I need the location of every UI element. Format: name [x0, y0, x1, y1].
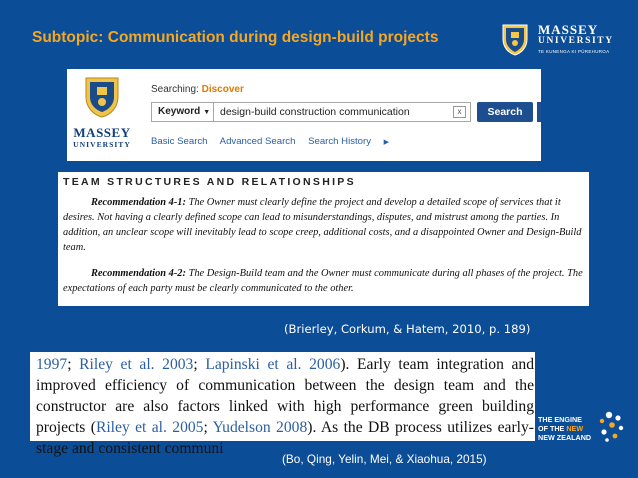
reference-link[interactable]: 1997	[36, 356, 68, 373]
search-massey-logo	[67, 75, 137, 155]
search-input[interactable]: design-build construction communication	[220, 106, 410, 118]
engine-logo	[538, 411, 633, 451]
citation-brierley: (Brierley, Corkum, & Hatem, 2010, p. 189)	[284, 322, 531, 336]
search-history-label: Search History	[308, 136, 371, 147]
paper-body-text: ). As the DB process utilizes early-stage and consistent communi	[36, 419, 534, 457]
paper-separator: ;	[67, 356, 80, 373]
recommendation-1	[63, 195, 584, 255]
recommendation-2	[63, 266, 584, 296]
search-button[interactable]: Search	[477, 102, 533, 122]
engine-line-2-accent: NEW	[566, 424, 584, 433]
crest-icon	[500, 22, 530, 56]
citation-bo: (Bo, Qing, Yelin, Mei, & Xiaohua, 2015)	[282, 452, 487, 466]
chevron-down-icon: ▼	[203, 109, 211, 116]
crest-icon	[83, 75, 121, 119]
search-logo-massey: MASSEY	[73, 125, 131, 140]
search-links	[151, 136, 409, 147]
library-search-screenshot	[67, 69, 541, 161]
search-history-link[interactable]	[308, 136, 399, 147]
searching-label	[151, 84, 244, 95]
dots-icon	[596, 411, 626, 443]
recommendation-label: Recommendation 4-2:	[91, 268, 186, 279]
database-name[interactable]: Discover	[201, 84, 244, 95]
engine-line-3: NEW ZEALAND	[538, 433, 592, 442]
massey-logo	[500, 20, 630, 60]
advanced-search-link[interactable]: Advanced Search	[219, 136, 296, 147]
paper-body-text: ). Early team integration and improved efficiency of communication between the design team and the constructor are also factors linked with high performance green building projects (	[36, 356, 535, 436]
paper-text	[36, 354, 534, 459]
reference-link[interactable]: Riley et al. 2003	[79, 356, 194, 373]
report-heading: TEAM STRUCTURES AND RELATIONSHIPS	[63, 176, 356, 188]
field-select[interactable]	[152, 103, 214, 121]
slide-title: Subtopic: Communication during design-build projects	[32, 29, 439, 46]
paper-separator: ;	[193, 356, 206, 373]
reference-link[interactable]: Yudelson 2008	[212, 419, 308, 436]
reference-link[interactable]: Riley et al. 2005	[95, 419, 204, 436]
paper-excerpt	[30, 352, 535, 457]
report-excerpt	[58, 172, 589, 306]
brand-massey: MASSEY	[538, 22, 599, 37]
engine-line-2-prefix: OF THE	[538, 424, 567, 433]
reference-link[interactable]: Lapinski et al. 2006	[205, 356, 341, 373]
brand-university: UNIVERSITY	[538, 36, 614, 46]
search-box	[151, 102, 471, 122]
clear-icon[interactable]: x	[453, 106, 466, 118]
engine-line-1: THE ENGINE	[538, 415, 582, 424]
engine-line-2	[538, 424, 583, 433]
field-select-value: Keyword	[158, 106, 201, 117]
recommendation-text: The Design-Build team and the Owner must communicate during all phases of the project. The expectations of each party must be clearly communicated to the other.	[63, 268, 583, 294]
search-logo-university: UNIVERSITY	[73, 140, 131, 149]
caret-right-icon: ▶	[383, 139, 390, 146]
brand-tagline: TE KUNENGA KI PŪREHUROA	[538, 49, 610, 54]
recommendation-label: Recommendation 4-1:	[91, 197, 186, 208]
basic-search-link[interactable]: Basic Search	[151, 136, 208, 147]
recommendation-text: The Owner must clearly define the project and develop a detailed scope of services that it desires. Not having a clearly defined scope can lead to misunderstandings, disputes, and mistrust among the parties. In addition, an unclear scope will inevitably lead to scope creep, additional costs, and a disappointed Owner and Design-Build team.	[63, 197, 582, 253]
paper-separator: ;	[203, 419, 213, 436]
searching-prefix: Searching:	[151, 84, 199, 95]
search-button-edge	[537, 102, 541, 122]
